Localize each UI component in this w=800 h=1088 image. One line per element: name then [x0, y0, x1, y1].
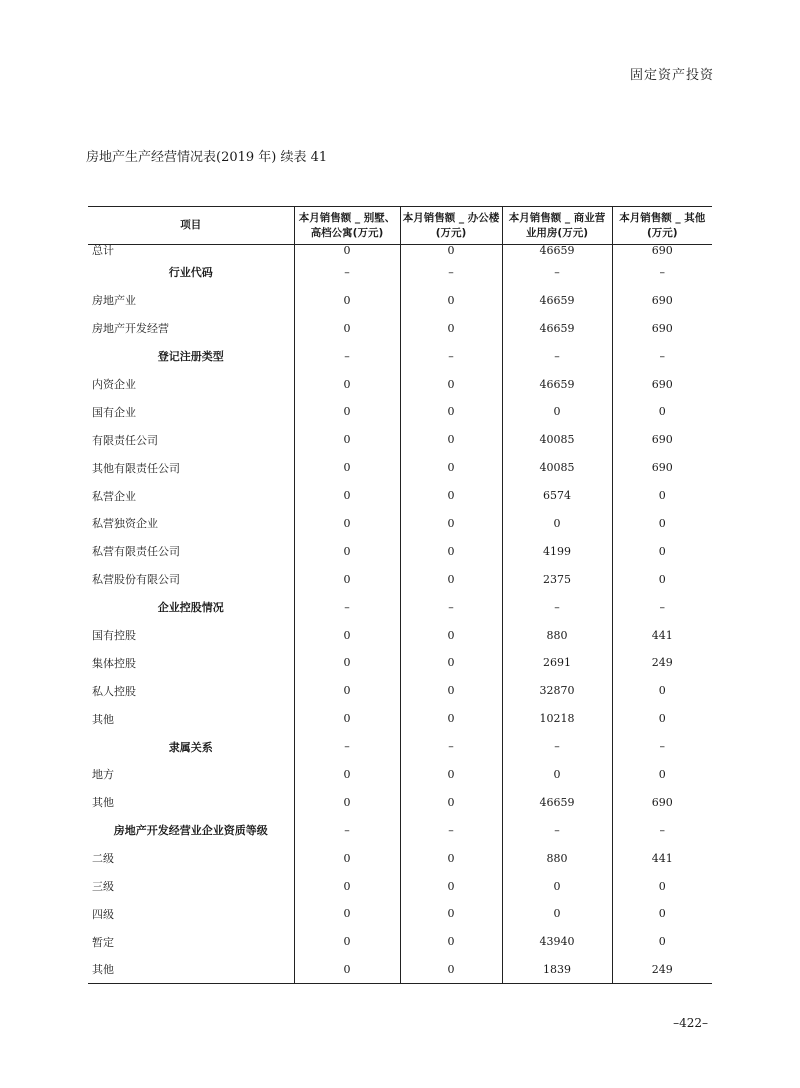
table-cell: – [400, 816, 502, 844]
table-row [88, 370, 712, 398]
row-label: 其他 [88, 788, 294, 816]
table-cell: 6574 [502, 482, 612, 510]
table-cell: 690 [651, 795, 673, 809]
table-cell: 0 [294, 370, 400, 398]
table-row [88, 928, 712, 956]
table-cell: 690 [651, 377, 673, 391]
table-cell: 32870 [502, 677, 612, 705]
table-cell: – [659, 349, 665, 363]
table-cell: – [502, 593, 612, 621]
table-cell: – [400, 593, 502, 621]
row-label: 私营企业 [88, 482, 294, 510]
table-row [88, 956, 712, 984]
table-cell: 0 [294, 537, 400, 565]
table-cell: 0 [294, 621, 400, 649]
row-label: 私营独资企业 [88, 510, 294, 538]
table-section-row [88, 593, 712, 621]
table-row [88, 677, 712, 705]
table-cell: – [659, 265, 665, 279]
table-cell: 0 [294, 872, 400, 900]
row-label: 私人控股 [88, 677, 294, 705]
table-cell: 46659 [502, 370, 612, 398]
row-label: 房地产开发经营 [88, 314, 294, 342]
table-cell: 10218 [502, 705, 612, 733]
table-cell: 0 [294, 761, 400, 789]
section-heading: 行业代码 [88, 259, 294, 287]
table-cell: 0 [400, 705, 502, 733]
row-label: 地方 [88, 761, 294, 789]
table-cell: 2691 [502, 649, 612, 677]
table-section-row [88, 816, 712, 844]
table-cell: 0 [294, 454, 400, 482]
table-cell: 0 [294, 956, 400, 984]
row-label: 有限责任公司 [88, 426, 294, 454]
table-cell: 0 [400, 761, 502, 789]
table-cell: – [659, 740, 665, 754]
table-cell: 441 [651, 851, 673, 865]
table-row [88, 872, 712, 900]
table-cell: 0 [400, 245, 502, 259]
table-cell: 0 [658, 405, 666, 419]
table-cell: 0 [400, 370, 502, 398]
table-cell: – [502, 259, 612, 287]
table-cell: 0 [400, 900, 502, 928]
table-cell: – [400, 342, 502, 370]
table-cell: – [502, 342, 612, 370]
table-cell: 880 [502, 621, 612, 649]
table-cell: 1839 [502, 956, 612, 984]
table-cell: 0 [658, 516, 666, 530]
row-label: 私营股份有限公司 [88, 565, 294, 593]
table-cell: 0 [658, 935, 666, 949]
table-cell: – [294, 259, 400, 287]
table-section-row [88, 342, 712, 370]
row-label: 其他 [88, 705, 294, 733]
table-cell: 0 [294, 245, 400, 259]
table-cell: 0 [294, 928, 400, 956]
table-title: 房地产生产经营情况表(2019 年) 续表 41 [86, 150, 328, 165]
table-cell: 0 [400, 872, 502, 900]
section-heading: 登记注册类型 [88, 342, 294, 370]
table-cell: 0 [400, 677, 502, 705]
table-cell: 40085 [502, 426, 612, 454]
column-header-office-sales: 本月销售额 _ 办公楼(万元) [400, 207, 502, 245]
table-row [88, 761, 712, 789]
table-cell: 0 [502, 761, 612, 789]
table-section-row [88, 259, 712, 287]
table-cell: 0 [400, 314, 502, 342]
table-cell: 0 [294, 286, 400, 314]
table-cell: 0 [294, 900, 400, 928]
table-cell: 0 [294, 314, 400, 342]
row-label: 房地产业 [88, 286, 294, 314]
table-cell: 46659 [502, 286, 612, 314]
table-cell: 4199 [502, 537, 612, 565]
table-cell: 0 [400, 844, 502, 872]
row-label: 暂定 [88, 928, 294, 956]
table-cell: – [294, 733, 400, 761]
table-cell: 0 [294, 565, 400, 593]
page-number: –422– [673, 1016, 708, 1030]
table-cell: 880 [502, 844, 612, 872]
table-cell: 40085 [502, 454, 612, 482]
table-row [88, 788, 712, 816]
table-cell: 249 [651, 656, 673, 670]
row-label: 其他有限责任公司 [88, 454, 294, 482]
table-cell: 0 [400, 928, 502, 956]
row-label: 国有企业 [88, 398, 294, 426]
table-cell: 0 [502, 900, 612, 928]
table-cell: 0 [294, 705, 400, 733]
table-cell: – [400, 733, 502, 761]
row-label: 集体控股 [88, 649, 294, 677]
row-label: 二级 [88, 844, 294, 872]
table-cell: 690 [651, 321, 673, 335]
table-cell: 0 [658, 684, 666, 698]
table-cell: 0 [658, 712, 666, 726]
table-row [88, 454, 712, 482]
column-header-commercial-sales: 本月销售额 _ 商业营业用房(万元) [502, 207, 612, 245]
row-label: 总计 [88, 245, 294, 259]
table-row [88, 621, 712, 649]
table-section-row [88, 733, 712, 761]
table-cell: – [294, 593, 400, 621]
table-cell: 43940 [502, 928, 612, 956]
table-cell: 0 [658, 544, 666, 558]
table-cell: 0 [294, 482, 400, 510]
table-cell: – [400, 259, 502, 287]
table-row [88, 844, 712, 872]
table-cell: 0 [400, 649, 502, 677]
table-cell: 0 [658, 907, 666, 921]
table-body [88, 245, 712, 984]
table-cell: 0 [502, 872, 612, 900]
table-row [88, 286, 712, 314]
table-cell: 0 [502, 398, 612, 426]
table-cell: – [502, 733, 612, 761]
table-cell: 0 [400, 510, 502, 538]
table-cell: – [502, 816, 612, 844]
table-row [88, 565, 712, 593]
table-cell: – [659, 823, 665, 837]
table-row [88, 510, 712, 538]
table-cell: 0 [400, 426, 502, 454]
table-cell: 0 [294, 426, 400, 454]
table-cell: 690 [651, 461, 673, 475]
section-heading: 隶属关系 [88, 733, 294, 761]
table-cell: 0 [400, 621, 502, 649]
table-cell: 0 [294, 398, 400, 426]
table-cell: 0 [658, 489, 666, 503]
section-heading: 企业控股情况 [88, 593, 294, 621]
table-cell: 0 [294, 677, 400, 705]
row-label: 内资企业 [88, 370, 294, 398]
row-label: 私营有限责任公司 [88, 537, 294, 565]
table-cell: 0 [400, 537, 502, 565]
table-row [88, 482, 712, 510]
table-row [88, 537, 712, 565]
table-cell: – [659, 600, 665, 614]
table-row [88, 245, 712, 259]
section-heading: 房地产开发经营业企业资质等级 [88, 816, 294, 844]
row-label: 三级 [88, 872, 294, 900]
table-cell: – [294, 816, 400, 844]
table-cell: 46659 [502, 245, 612, 259]
table-cell: 0 [400, 788, 502, 816]
row-label: 其他 [88, 956, 294, 984]
table-row [88, 426, 712, 454]
table-cell: 2375 [502, 565, 612, 593]
table-cell: 441 [651, 628, 673, 642]
table-row [88, 649, 712, 677]
column-header-villa-sales: 本月销售额 _ 别墅、高档公寓(万元) [294, 207, 400, 245]
table-cell: 0 [294, 788, 400, 816]
table-cell: 0 [400, 286, 502, 314]
column-header-other-sales: 本月销售额 _ 其他(万元) [612, 207, 712, 245]
page-section-header: 固定资产投资 [629, 68, 714, 83]
table-cell: 690 [651, 293, 673, 307]
row-label: 四级 [88, 900, 294, 928]
table-row [88, 900, 712, 928]
table-cell: 0 [658, 767, 666, 781]
table-cell: – [294, 342, 400, 370]
table-cell: 0 [658, 879, 666, 893]
table-row [88, 705, 712, 733]
table-cell: 249 [612, 956, 712, 984]
table-cell: 0 [400, 565, 502, 593]
table-cell: 0 [294, 510, 400, 538]
table-cell: 0 [400, 956, 502, 984]
table-cell: 0 [294, 649, 400, 677]
table-cell: 0 [502, 510, 612, 538]
table-header-row [88, 207, 712, 245]
table-row [88, 314, 712, 342]
table-cell: 0 [400, 454, 502, 482]
table-cell: 46659 [502, 788, 612, 816]
column-header-item: 项目 [88, 207, 294, 245]
table-cell: 46659 [502, 314, 612, 342]
table-cell: 0 [294, 844, 400, 872]
table-cell: 0 [400, 398, 502, 426]
table-cell: 0 [658, 572, 666, 586]
table-cell: 690 [651, 433, 673, 447]
table-row [88, 398, 712, 426]
row-label: 国有控股 [88, 621, 294, 649]
table-cell: 690 [651, 244, 673, 257]
table-cell: 0 [400, 482, 502, 510]
data-table [88, 206, 712, 984]
